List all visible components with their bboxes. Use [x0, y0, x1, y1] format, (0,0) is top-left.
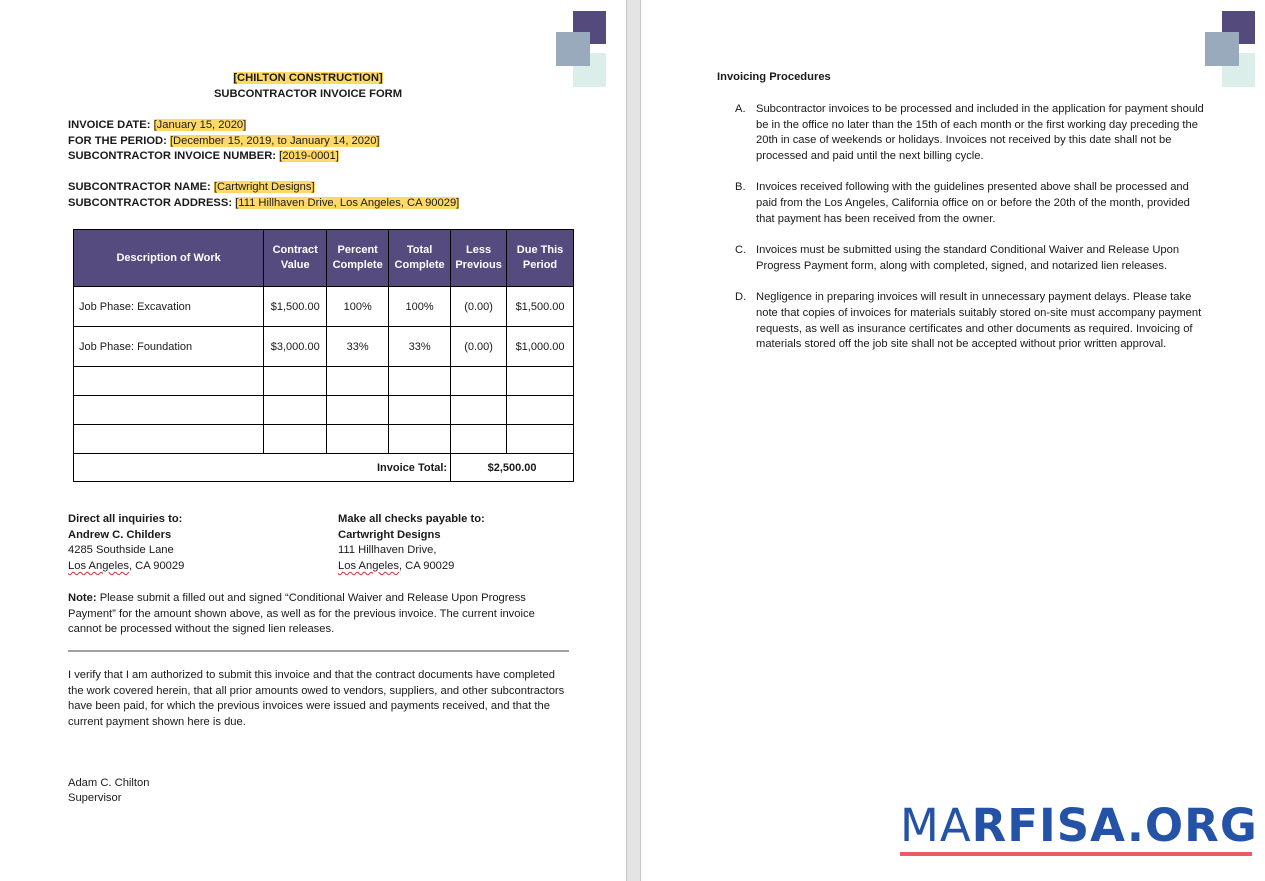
procedure-item-a — [735, 102, 1205, 164]
period-field[interactable]: [December 15, 2019, to January 14, 2020] — [169, 134, 380, 147]
watermark-logo — [900, 799, 1258, 856]
subcontractor-name-field[interactable]: [Cartwright Designs] — [213, 181, 315, 193]
column-header-description: Description of Work — [74, 230, 264, 287]
cell-contract-value[interactable]: $1,500.00 — [264, 287, 327, 327]
column-header-percent-complete: Percent Complete — [327, 230, 389, 287]
list-letter: B. — [735, 181, 746, 194]
spellcheck-flagged-word[interactable]: Los Angeles — [68, 559, 129, 572]
procedure-item-c — [735, 243, 1205, 274]
cell-less-previous[interactable] — [451, 396, 507, 425]
payable-city: Los Angeles, CA 90029 — [338, 559, 455, 572]
inquiries-heading: Direct all inquiries to: — [68, 513, 183, 525]
payable-heading: Make all checks payable to: — [338, 513, 485, 525]
cell-percent-complete[interactable] — [327, 396, 389, 425]
procedure-text: Invoices must be submitted using the standard Conditional Waiver and Release Upon Progress Payment form, along with completed, signed, and notarized lien releases. — [756, 244, 1180, 272]
procedure-item-d — [735, 290, 1205, 352]
signature-block — [68, 776, 149, 805]
payable-street: 111 Hillhaven Drive, — [338, 544, 437, 557]
subcontractor-address-label: SUBCONTRACTOR ADDRESS: — [68, 196, 236, 209]
table-row — [74, 287, 574, 327]
procedures-title: Invoicing Procedures — [717, 71, 831, 83]
column-header-less-previous: Less Previous — [451, 230, 507, 287]
cell-total-complete[interactable]: 33% — [389, 327, 451, 367]
invoice-number-label: SUBCONTRACTOR INVOICE NUMBER: — [68, 150, 280, 162]
cell-total-complete[interactable] — [389, 367, 451, 396]
procedure-text: Subcontractor invoices to be processed and included in the application for payment should be in the office no later than the 15th of each month or the first working day preceding the 20th in case of weekends or holidays. Invoices not received by this date shall not be processed and paid until the next billing cycle. — [756, 103, 1204, 162]
cell-percent-complete[interactable] — [327, 367, 389, 396]
cell-description[interactable] — [74, 425, 264, 454]
cell-total-complete[interactable] — [389, 425, 451, 454]
cell-percent-complete[interactable]: 33% — [327, 327, 389, 367]
cell-less-previous[interactable]: (0.00) — [451, 287, 507, 327]
table-row-empty — [74, 367, 574, 396]
list-letter: D. — [735, 291, 747, 304]
invoice-number-line — [68, 149, 380, 165]
cell-due-this-period[interactable] — [507, 396, 574, 425]
spellcheck-flagged-word[interactable]: Los Angeles — [338, 559, 399, 572]
company-name: [CHILTON CONSTRUCTION] — [233, 72, 383, 84]
procedure-text: Negligence in preparing invoices will result in unnecessary payment delays. Please take note that copies of invoices for materials suitably stored on-site must accompany payment requests, as well as insurance certificates and other documents as required. Invoicing of materials stored off the job site shall not be accepted without prior written approval. — [756, 291, 1202, 351]
cell-description[interactable]: Job Phase: Foundation — [74, 327, 264, 367]
corner-decoration-squares — [1205, 11, 1255, 87]
cell-contract-value[interactable]: $3,000.00 — [264, 327, 327, 367]
table-row-empty — [74, 425, 574, 454]
cell-due-this-period[interactable] — [507, 367, 574, 396]
column-header-total-complete: Total Complete — [389, 230, 451, 287]
subcontractor-address-line — [68, 196, 459, 212]
subcontractor-address-field[interactable]: [111 Hillhaven Drive, Los Angeles, CA 90029] — [235, 196, 460, 209]
page-gap-scrollbar-area — [626, 0, 641, 881]
cell-percent-complete[interactable] — [327, 425, 389, 454]
period-label: FOR THE PERIOD: — [68, 134, 170, 147]
decor-square-blue — [556, 32, 590, 66]
invoice-date-label: INVOICE DATE: — [68, 119, 154, 131]
cell-due-this-period[interactable]: $1,000.00 — [507, 327, 574, 367]
inquiries-street: 4285 Southside Lane — [68, 544, 174, 557]
column-header-contract-value: Contract Value — [264, 230, 327, 287]
decor-square-blue — [1205, 32, 1239, 66]
inquiries-contact — [68, 512, 184, 574]
watermark-underline — [900, 852, 1252, 856]
cell-less-previous[interactable] — [451, 425, 507, 454]
invoice-total-value[interactable]: $2,500.00 — [451, 454, 574, 482]
invoice-details — [68, 118, 380, 165]
cell-contract-value[interactable] — [264, 425, 327, 454]
cell-contract-value[interactable] — [264, 367, 327, 396]
procedure-text: Invoices received following with the guidelines presented above shall be processed and paid from the Los Angeles, California office on or before the 20th of the month, provided that payment has been received from the owner. — [756, 181, 1190, 225]
invoice-total-row — [74, 454, 574, 482]
note-label: Note: — [68, 592, 97, 604]
procedure-item-b — [735, 180, 1205, 227]
note-text: Please submit a filled out and signed “Conditional Waiver and Release Upon Progress Payment” for the amount shown above, as well as for the previous invoice. The current invoice cannot be processed without the signed lien releases. — [68, 592, 535, 636]
payable-name: Cartwright Designs — [338, 528, 441, 541]
procedures-list — [735, 102, 1205, 369]
cell-less-previous[interactable]: (0.00) — [451, 327, 507, 367]
verification-statement: I verify that I am authorized to submit this invoice and that the contract documents have completed the work covered herein, that all prior amounts owed to vendors, suppliers, and other subcontractors have been paid, for which the previous invoices were issued and payments received, and that the current payment shown here is due. — [68, 669, 565, 728]
page-1 — [0, 0, 626, 881]
cell-due-this-period[interactable] — [507, 425, 574, 454]
list-letter: C. — [735, 244, 747, 257]
cell-contract-value[interactable] — [264, 396, 327, 425]
payable-contact — [338, 512, 485, 574]
cell-description[interactable]: Job Phase: Excavation — [74, 287, 264, 327]
list-letter: A. — [735, 103, 746, 115]
cell-description[interactable] — [74, 367, 264, 396]
invoice-table — [73, 229, 574, 482]
subcontractor-name-label: SUBCONTRACTOR NAME: — [68, 181, 214, 193]
cell-description[interactable] — [74, 396, 264, 425]
cell-due-this-period[interactable]: $1,500.00 — [507, 287, 574, 327]
form-title: SUBCONTRACTOR INVOICE FORM — [213, 88, 403, 100]
signer-title: Supervisor — [68, 791, 122, 804]
column-header-due-this-period: Due This Period — [507, 230, 574, 287]
subcontractor-name-line — [68, 180, 459, 196]
invoice-total-label: Invoice Total: — [74, 454, 451, 482]
signer-name: Adam C. Chilton — [68, 777, 150, 789]
period-line — [68, 134, 380, 150]
document-title — [0, 70, 616, 102]
invoice-date-line — [68, 118, 380, 134]
invoice-number-field[interactable]: [2019-0001] — [279, 150, 339, 162]
inquiries-name: Andrew C. Childers — [68, 528, 172, 541]
note-paragraph — [68, 591, 568, 638]
horizontal-divider — [68, 650, 569, 652]
inquiries-city: Los Angeles, CA 90029 — [68, 559, 185, 572]
invoice-date-field[interactable]: [January 15, 2020] — [153, 119, 247, 131]
subcontractor-details — [68, 180, 459, 211]
table-header-row — [74, 230, 574, 287]
cell-percent-complete[interactable]: 100% — [327, 287, 389, 327]
watermark-text: MARFISA.ORG — [900, 799, 1258, 852]
cell-less-previous[interactable] — [451, 367, 507, 396]
cell-total-complete[interactable]: 100% — [389, 287, 451, 327]
table-row-empty — [74, 396, 574, 425]
table-row — [74, 327, 574, 367]
cell-total-complete[interactable] — [389, 396, 451, 425]
